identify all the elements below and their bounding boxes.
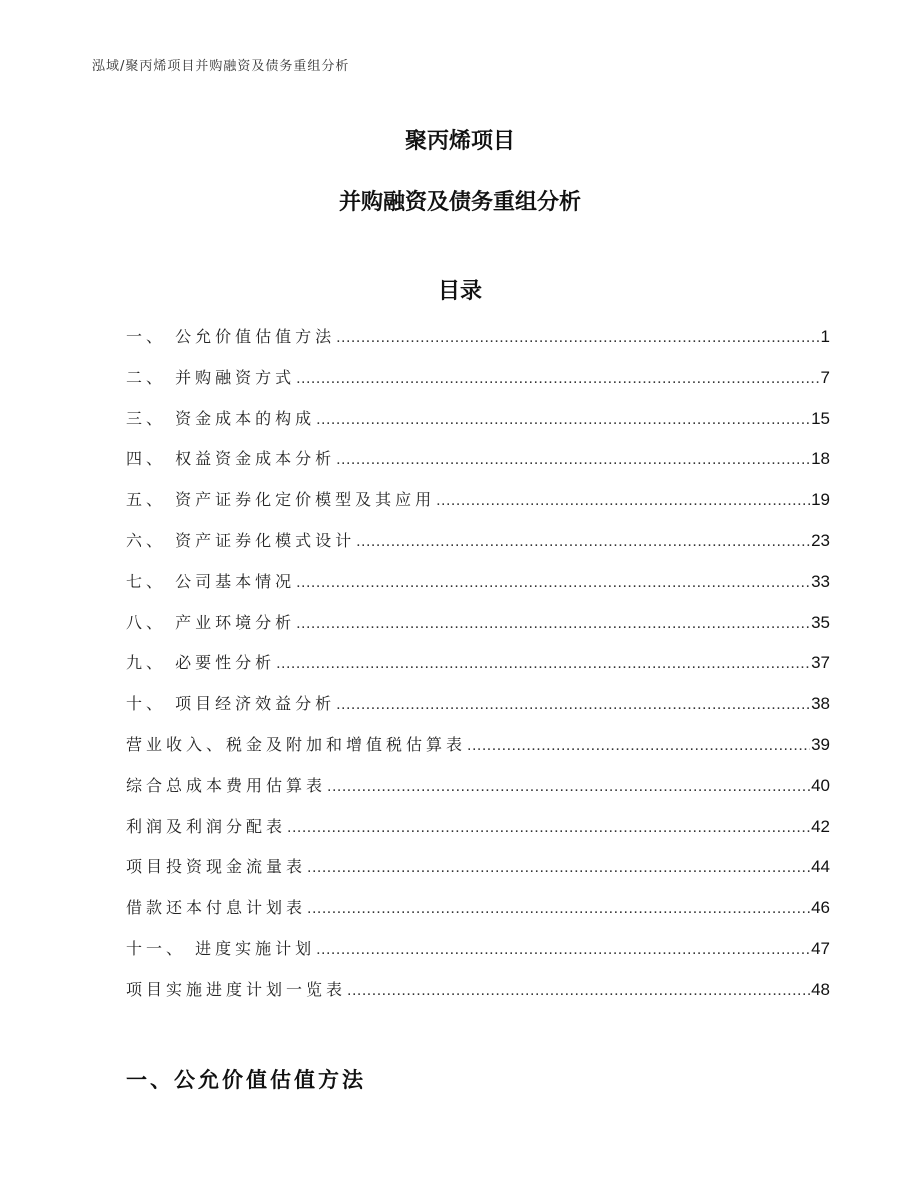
toc-entry-page: 47 (811, 938, 830, 958)
toc-entry-label: 营业收入、税金及附加和增值税估算表 (126, 734, 467, 754)
toc-entry[interactable] (126, 446, 830, 487)
toc-dot-leader (336, 329, 819, 347)
toc-entry-label: 八、 产业环境分析 (126, 612, 296, 632)
toc-entry-page: 35 (811, 612, 830, 632)
toc-entry-page: 1 (820, 327, 830, 346)
toc-entry-page: 23 (811, 530, 830, 550)
toc-dot-leader (276, 655, 810, 673)
toc-entry-page: 15 (811, 408, 830, 428)
toc-dot-leader (296, 615, 810, 633)
toc-entry-label: 七、 公司基本情况 (126, 571, 296, 591)
toc-entry-label: 综合总成本费用估算表 (126, 775, 327, 795)
toc-dot-leader (307, 859, 810, 877)
document-title-line2: 并购融资及债务重组分析 (338, 190, 581, 215)
toc-entry[interactable] (126, 487, 830, 528)
section-heading: 一、公允价值估值方法 (126, 1068, 366, 1092)
toc-entry[interactable] (126, 895, 830, 936)
toc-entry[interactable] (126, 365, 830, 406)
toc-entry-page: 38 (811, 694, 830, 714)
toc-entry[interactable] (126, 650, 830, 691)
toc-dot-leader (307, 900, 810, 918)
toc-entry-page: 19 (811, 490, 830, 510)
toc-dot-leader (347, 982, 810, 1000)
toc-dot-leader (356, 533, 810, 551)
toc-entry-page: 37 (811, 653, 830, 673)
toc-dot-leader (296, 574, 810, 592)
toc-dot-leader (467, 737, 810, 755)
toc-dot-leader (316, 941, 810, 959)
toc-entry-page: 7 (820, 367, 830, 387)
toc-entry[interactable] (126, 691, 830, 732)
document-title-line1: 聚丙烯项目 (404, 129, 515, 154)
toc-entry[interactable] (126, 936, 830, 977)
toc-entry-label: 借款还本付息计划表 (126, 898, 307, 918)
toc-entry-label: 五、 资产证券化定价模型及其应用 (126, 490, 436, 510)
toc-entry-label: 二、 并购融资方式 (126, 367, 296, 387)
toc-entry-page: 42 (811, 816, 830, 836)
toc-entry-page: 48 (811, 979, 830, 999)
toc-entry[interactable] (126, 406, 830, 447)
toc-entry[interactable] (126, 977, 830, 1018)
toc-entry[interactable] (126, 814, 830, 855)
toc-entry[interactable] (126, 324, 830, 365)
toc-entry[interactable] (126, 569, 830, 610)
toc-dot-leader (296, 370, 819, 388)
toc-entry-label: 项目实施进度计划一览表 (126, 979, 347, 999)
table-of-contents (126, 324, 830, 1018)
toc-dot-leader (336, 451, 810, 469)
toc-entry-label: 六、 资产证券化模式设计 (126, 530, 356, 550)
toc-entry[interactable] (126, 610, 830, 651)
toc-dot-leader (316, 411, 810, 429)
toc-heading: 目录 (437, 279, 482, 304)
toc-entry-label: 利润及利润分配表 (126, 816, 287, 836)
toc-entry-label: 一、 公允价值估值方法 (126, 327, 336, 346)
toc-entry[interactable] (126, 854, 830, 895)
toc-entry-label: 四、 权益资金成本分析 (126, 449, 336, 469)
toc-dot-leader (327, 778, 810, 796)
toc-entry-page: 39 (811, 734, 830, 754)
toc-entry-page: 18 (811, 449, 830, 469)
toc-dot-leader (287, 819, 810, 837)
toc-entry-page: 40 (811, 775, 830, 795)
toc-entry-label: 九、 必要性分析 (126, 653, 276, 673)
toc-entry[interactable] (126, 773, 830, 814)
toc-entry[interactable] (126, 732, 830, 773)
toc-dot-leader (436, 492, 810, 510)
toc-entry-page: 44 (811, 857, 830, 877)
toc-entry-page: 33 (811, 571, 830, 591)
toc-entry-label: 三、 资金成本的构成 (126, 408, 316, 428)
toc-dot-leader (336, 696, 810, 714)
toc-entry-label: 项目投资现金流量表 (126, 857, 307, 877)
toc-entry-label: 十一、 进度实施计划 (126, 938, 316, 958)
toc-entry[interactable] (126, 528, 830, 569)
toc-entry-page: 46 (811, 898, 830, 918)
toc-entry-label: 十、 项目经济效益分析 (126, 694, 336, 714)
running-header: 泓域/聚丙烯项目并购融资及债务重组分析 (92, 59, 350, 74)
